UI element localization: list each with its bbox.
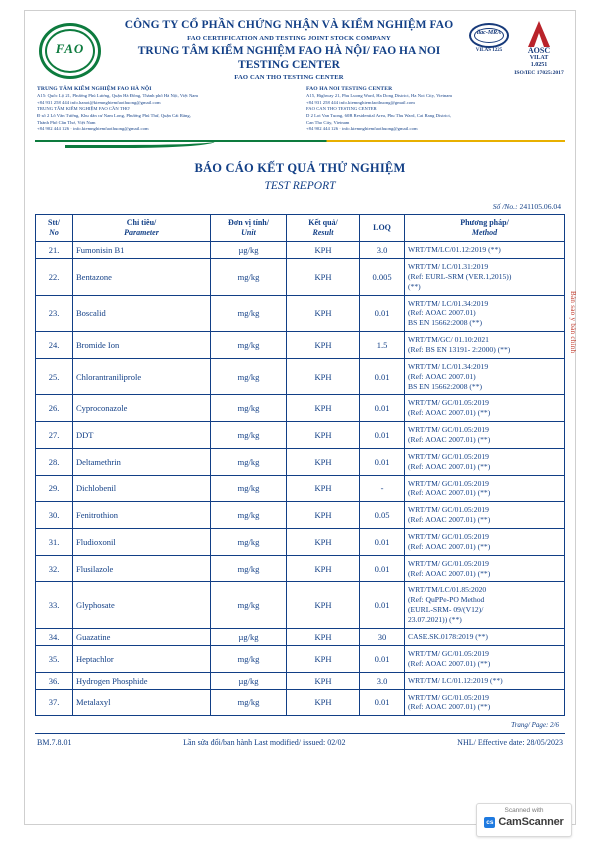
page-note: Trang/ Page: 2/6 (511, 721, 559, 730)
cell-method (405, 258, 565, 295)
cell-method (405, 395, 565, 422)
cell-parameter: Guazatine (73, 628, 211, 645)
table-row (36, 628, 565, 645)
doc-code: BM.7.8.01 (37, 738, 72, 748)
cell-unit: mg/kg (211, 395, 287, 422)
cell-parameter: Bromide Ion (73, 332, 211, 359)
header-divider (35, 137, 565, 145)
cell-unit: mg/kg (211, 528, 287, 555)
method-line: (Ref: AOAC 2007.01) (**) (408, 434, 491, 444)
cell-parameter: Fenitrothion (73, 502, 211, 529)
cell-no: 30. (36, 502, 73, 529)
results-table (35, 214, 565, 716)
cell-method (405, 628, 565, 645)
cell-result: KPH (287, 422, 360, 449)
method-line: (Ref: AOAC 2007.01) (**) (408, 568, 491, 578)
cell-result: KPH (287, 645, 360, 672)
table-row (36, 582, 565, 628)
cell-unit: mg/kg (211, 332, 287, 359)
table-header-row (36, 214, 565, 241)
cell-result: KPH (287, 395, 360, 422)
cell-result: KPH (287, 672, 360, 689)
method-line: CASE.SK.0178:2019 (**) (408, 631, 488, 641)
cell-parameter: Chlorantraniliprole (73, 358, 211, 395)
cell-no: 22. (36, 258, 73, 295)
cell-result: KPH (287, 258, 360, 295)
method-line: WRT/TM/ GC/01.05:2019 (408, 692, 489, 702)
company-name-vn: CÔNG TY CỔ PHẦN CHỨNG NHẬN VÀ KIỂM NGHIỆM FAO (124, 19, 454, 31)
cell-result: KPH (287, 448, 360, 475)
table-body (36, 241, 565, 715)
cell-loq: 3.0 (360, 672, 405, 689)
cell-parameter: Fumonisin B1 (73, 241, 211, 258)
cell-unit: mg/kg (211, 502, 287, 529)
address-line: Đ số 2 Lô Vân Tường, Khu dân cư Nam Long, Phường Phú Thứ, Quận Cái Răng, (37, 112, 191, 118)
method-line: (Ref: QuPPe-PO Method (408, 595, 485, 605)
cell-parameter: DDT (73, 422, 211, 449)
cell-result: KPH (287, 528, 360, 555)
method-line: BS EN 15662:2008 (**) (408, 381, 483, 391)
header-titles (109, 19, 469, 81)
aosc-icon (513, 21, 565, 76)
cell-unit: mg/kg (211, 645, 287, 672)
iso-line: ISO/IEC 17025:2017 (514, 70, 564, 77)
address-line: TRUNG TÂM KIỂM NGHIỆM FAO CẦN THƠ (37, 106, 130, 112)
table-row (36, 395, 565, 422)
address-line: D 2 Lot Van Tuong, 60B Residential Area, Phu Thu Ward, Cai Rang District, (306, 112, 452, 118)
cell-loq: 0.01 (360, 555, 405, 582)
address-title-en: FAO HA NOI TESTING CENTER (306, 86, 393, 92)
cell-loq: 30 (360, 628, 405, 645)
table-row (36, 528, 565, 555)
cell-loq: 0.01 (360, 689, 405, 716)
address-line: A15: Quốc Lộ 21, Phường Phú Lương, Quận Hà Đông, Thành phố Hà Nội, Việt Nam (37, 93, 199, 98)
method-line: WRT/TM/GC/ 01.10:2021 (408, 335, 489, 345)
col-header-result: Kết quả/ Result (287, 214, 360, 241)
cell-method (405, 645, 565, 672)
cell-unit: mg/kg (211, 448, 287, 475)
col-header-loq: LOQ (360, 214, 405, 241)
method-line: (Ref: AOAC 2007.01) (408, 371, 476, 381)
cell-result: KPH (287, 295, 360, 332)
report-title-vn: BÁO CÁO KẾT QUẢ THỬ NGHIỆM (194, 160, 406, 175)
cell-result: KPH (287, 475, 360, 502)
cell-loq: 0.01 (360, 295, 405, 332)
cell-loq: 0.01 (360, 528, 405, 555)
method-line: (Ref: AOAC 2007.01) (**) (408, 658, 491, 668)
camscanner-label: Scanned with (504, 807, 544, 814)
table-row (36, 475, 565, 502)
table-row (36, 689, 565, 716)
method-line: WRT/TM/ LC/01.34:2019 (408, 298, 489, 308)
cell-method (405, 555, 565, 582)
address-col-en (306, 86, 565, 133)
cell-parameter: Hydrogen Phosphide (73, 672, 211, 689)
method-line: WRT/TM/ LC/01.31:2019 (408, 261, 489, 271)
report-sheet (24, 10, 576, 825)
address-line: FAO CAN THO TESTING CENTER (306, 106, 377, 112)
col-header-no: Stt/ No (36, 214, 73, 241)
method-line: (Ref: AOAC 2007.01) (**) (408, 408, 491, 418)
table-row (36, 258, 565, 295)
cell-no: 25. (36, 358, 73, 395)
side-stamp-note: Bản sao y bản chính (569, 291, 577, 354)
cell-parameter: Cyproconazole (73, 395, 211, 422)
cell-loq: 1.5 (360, 332, 405, 359)
cell-loq: 0.01 (360, 582, 405, 628)
cell-loq: 0.01 (360, 358, 405, 395)
cell-unit: µg/kg (211, 241, 287, 258)
cell-loq: 0.05 (360, 502, 405, 529)
revision-note: Lần sửa đổi/ban hành Last modified/ issued: 02/02 (183, 738, 346, 748)
method-line: WRT/TM/ GC/01.05:2019 (408, 398, 489, 408)
cell-unit: mg/kg (211, 689, 287, 716)
cell-loq: - (360, 475, 405, 502)
table-row (36, 672, 565, 689)
method-line: BS EN 15662:2008 (**) (408, 318, 483, 328)
method-line: (Ref: AOAC 2007.01) (**) (408, 461, 491, 471)
cell-result: KPH (287, 358, 360, 395)
cell-parameter: Glyphosate (73, 582, 211, 628)
cell-result: KPH (287, 628, 360, 645)
cell-unit: µg/kg (211, 628, 287, 645)
cell-method (405, 502, 565, 529)
cell-no: 35. (36, 645, 73, 672)
cell-unit: µg/kg (211, 672, 287, 689)
cell-no: 37. (36, 689, 73, 716)
cell-method (405, 332, 565, 359)
cell-parameter: Dichlobenil (73, 475, 211, 502)
method-line: (Ref: AOAC 2007.01) (**) (408, 541, 491, 551)
ilac-label: ilac-MRA (476, 30, 502, 36)
ilac-mra-icon (469, 21, 509, 55)
method-line: WRT/TM/ LC/01.12:2019 (**) (408, 675, 503, 685)
cell-no: 21. (36, 241, 73, 258)
method-line: WRT/TM/ LC/01.34:2019 (408, 361, 489, 371)
col-header-parameter: Chỉ tiêu/ Parameter (73, 214, 211, 241)
cell-method (405, 582, 565, 628)
company-name-en: FAO CERTIFICATION AND TESTING JOINT STOCK COMPANY (187, 34, 391, 42)
cell-unit: mg/kg (211, 555, 287, 582)
camscanner-brand: CamScanner (498, 816, 564, 828)
cell-no: 24. (36, 332, 73, 359)
method-line: (Ref: AOAC 2007.01) (**) (408, 702, 491, 712)
cell-unit: mg/kg (211, 582, 287, 628)
cell-loq: 0.01 (360, 422, 405, 449)
method-line: (Ref: BS EN 13191- 2:2000) (**) (408, 344, 511, 354)
address-line: +84 931 258 444 info.hanoi@kiemnghiemfaothuong@gmail.com (37, 99, 161, 105)
table-row (36, 358, 565, 395)
method-line: (Ref: AOAC 2007.01) (**) (408, 515, 491, 525)
method-line: (Ref: AOAC 2007.01) (408, 308, 476, 318)
cell-method (405, 672, 565, 689)
cell-unit: mg/kg (211, 258, 287, 295)
cell-loq: 0.01 (360, 448, 405, 475)
cell-result: KPH (287, 241, 360, 258)
cell-method (405, 295, 565, 332)
cell-method (405, 528, 565, 555)
center-name-en: FAO CAN THO TESTING CENTER (234, 74, 344, 82)
cell-method (405, 358, 565, 395)
cell-no: 31. (36, 528, 73, 555)
cell-no: 26. (36, 395, 73, 422)
camscanner-badge (476, 803, 572, 837)
method-line: WRT/TM/ GC/01.05:2019 (408, 478, 489, 488)
aosc-title: AOSC (527, 46, 551, 55)
cell-parameter: Metalaxyl (73, 689, 211, 716)
cell-result: KPH (287, 502, 360, 529)
cell-parameter: Boscalid (73, 295, 211, 332)
address-block (35, 86, 565, 133)
address-line: Thành Phố Cần Thơ, Việt Nam (37, 119, 96, 125)
address-line: +84 902 444 126 · info.kiemnghiemfaothuong@gmail.com (306, 126, 418, 132)
cell-method (405, 241, 565, 258)
method-line: 23.07.2021)) (**) (408, 615, 462, 624)
method-line: WRT/TM/ GC/01.05:2019 (408, 648, 489, 658)
address-col-vn (37, 86, 296, 133)
cell-no: 33. (36, 582, 73, 628)
camscanner-icon: cs (486, 818, 494, 826)
address-line: +84 902 444 126 · info.kiemnghiemfaothuong@gmail.com (37, 126, 149, 132)
method-line: (**) (408, 281, 421, 291)
cell-parameter: Bentazone (73, 258, 211, 295)
footer-divider (35, 733, 565, 734)
address-line: Can Tho City, Vietnam (306, 119, 350, 125)
cell-unit: mg/kg (211, 422, 287, 449)
method-line: WRT/TM/LC/01.85:2020 (408, 585, 487, 595)
cell-unit: mg/kg (211, 475, 287, 502)
address-line: +84 931 258 444 info.kiemnghiemfaothuong@gmail.com (306, 99, 415, 105)
cell-method (405, 422, 565, 449)
col-header-method: Phương pháp/ Method (405, 214, 565, 241)
report-number (25, 202, 561, 211)
cell-no: 29. (36, 475, 73, 502)
cell-no: 28. (36, 448, 73, 475)
method-line: (EURL-SRM- 09/(V12)/ (408, 605, 484, 615)
cell-unit: mg/kg (211, 358, 287, 395)
method-line: (Ref: EURL-SRM (VER.1,2015)) (408, 271, 512, 281)
method-line: WRT/TM/ GC/01.05:2019 (408, 558, 489, 568)
cell-method (405, 448, 565, 475)
table-row (36, 241, 565, 258)
cell-method (405, 475, 565, 502)
address-line: A15, Highway 21, Phu Luong Ward, Ha Dong District, Ha Noi City, Vietnam (306, 93, 452, 98)
center-name-vn: TRUNG TÂM KIỂM NGHIỆM FAO HÀ NỘI/ FAO HA NOI TESTING CENTER (137, 44, 441, 71)
aosc-line2: 1.0251 (530, 62, 548, 69)
method-line: WRT/TM/ GC/01.05:2019 (408, 425, 489, 435)
report-number-value: 241105.06.04 (519, 201, 561, 211)
method-line: WRT/TM/ GC/01.05:2019 (408, 451, 489, 461)
method-line: WRT/TM/ GC/01.05:2019 (408, 531, 489, 541)
cell-no: 34. (36, 628, 73, 645)
cell-parameter: Fludioxonil (73, 528, 211, 555)
table-row (36, 555, 565, 582)
cell-no: 36. (36, 672, 73, 689)
aosc-line1: VILAT (529, 55, 549, 61)
method-line: (Ref: AOAC 2007.01) (**) (408, 488, 491, 498)
cell-loq: 3.0 (360, 241, 405, 258)
cell-unit: mg/kg (211, 295, 287, 332)
table-row (36, 645, 565, 672)
effective-date: NHL/ Effective date: 28/05/2023 (457, 738, 563, 748)
cell-result: KPH (287, 582, 360, 628)
cell-loq: 0.01 (360, 395, 405, 422)
cell-result: KPH (287, 689, 360, 716)
col-header-unit: Đơn vị tính/ Unit (211, 214, 287, 241)
fao-logo-icon: FAO (35, 21, 109, 83)
table-row (36, 332, 565, 359)
cell-loq: 0.01 (360, 645, 405, 672)
cell-no: 27. (36, 422, 73, 449)
table-row (36, 295, 565, 332)
footer-row (37, 738, 563, 747)
table-row (36, 448, 565, 475)
report-number-label: Số /No.: (492, 201, 518, 211)
method-line: WRT/TM/LC/01.12:2019 (**) (408, 245, 501, 254)
cell-result: KPH (287, 555, 360, 582)
address-title-vn: TRUNG TÂM KIỂM NGHIỆM FAO HÀ NỘI (37, 86, 152, 92)
document-header (25, 11, 575, 147)
cell-no: 23. (36, 295, 73, 332)
cell-method (405, 689, 565, 716)
table-row (36, 422, 565, 449)
cell-no: 32. (36, 555, 73, 582)
method-line: WRT/TM/ GC/01.05:2019 (408, 505, 489, 515)
cell-result: KPH (287, 332, 360, 359)
cell-parameter: Deltamethrin (73, 448, 211, 475)
table-row (36, 502, 565, 529)
cell-loq: 0.005 (360, 258, 405, 295)
cell-parameter: Flusilazole (73, 555, 211, 582)
vilas-label: VILAS 1225 (475, 48, 503, 53)
accreditation-logos (469, 19, 565, 76)
report-title-en: TEST REPORT (264, 179, 336, 192)
cell-parameter: Heptachlor (73, 645, 211, 672)
